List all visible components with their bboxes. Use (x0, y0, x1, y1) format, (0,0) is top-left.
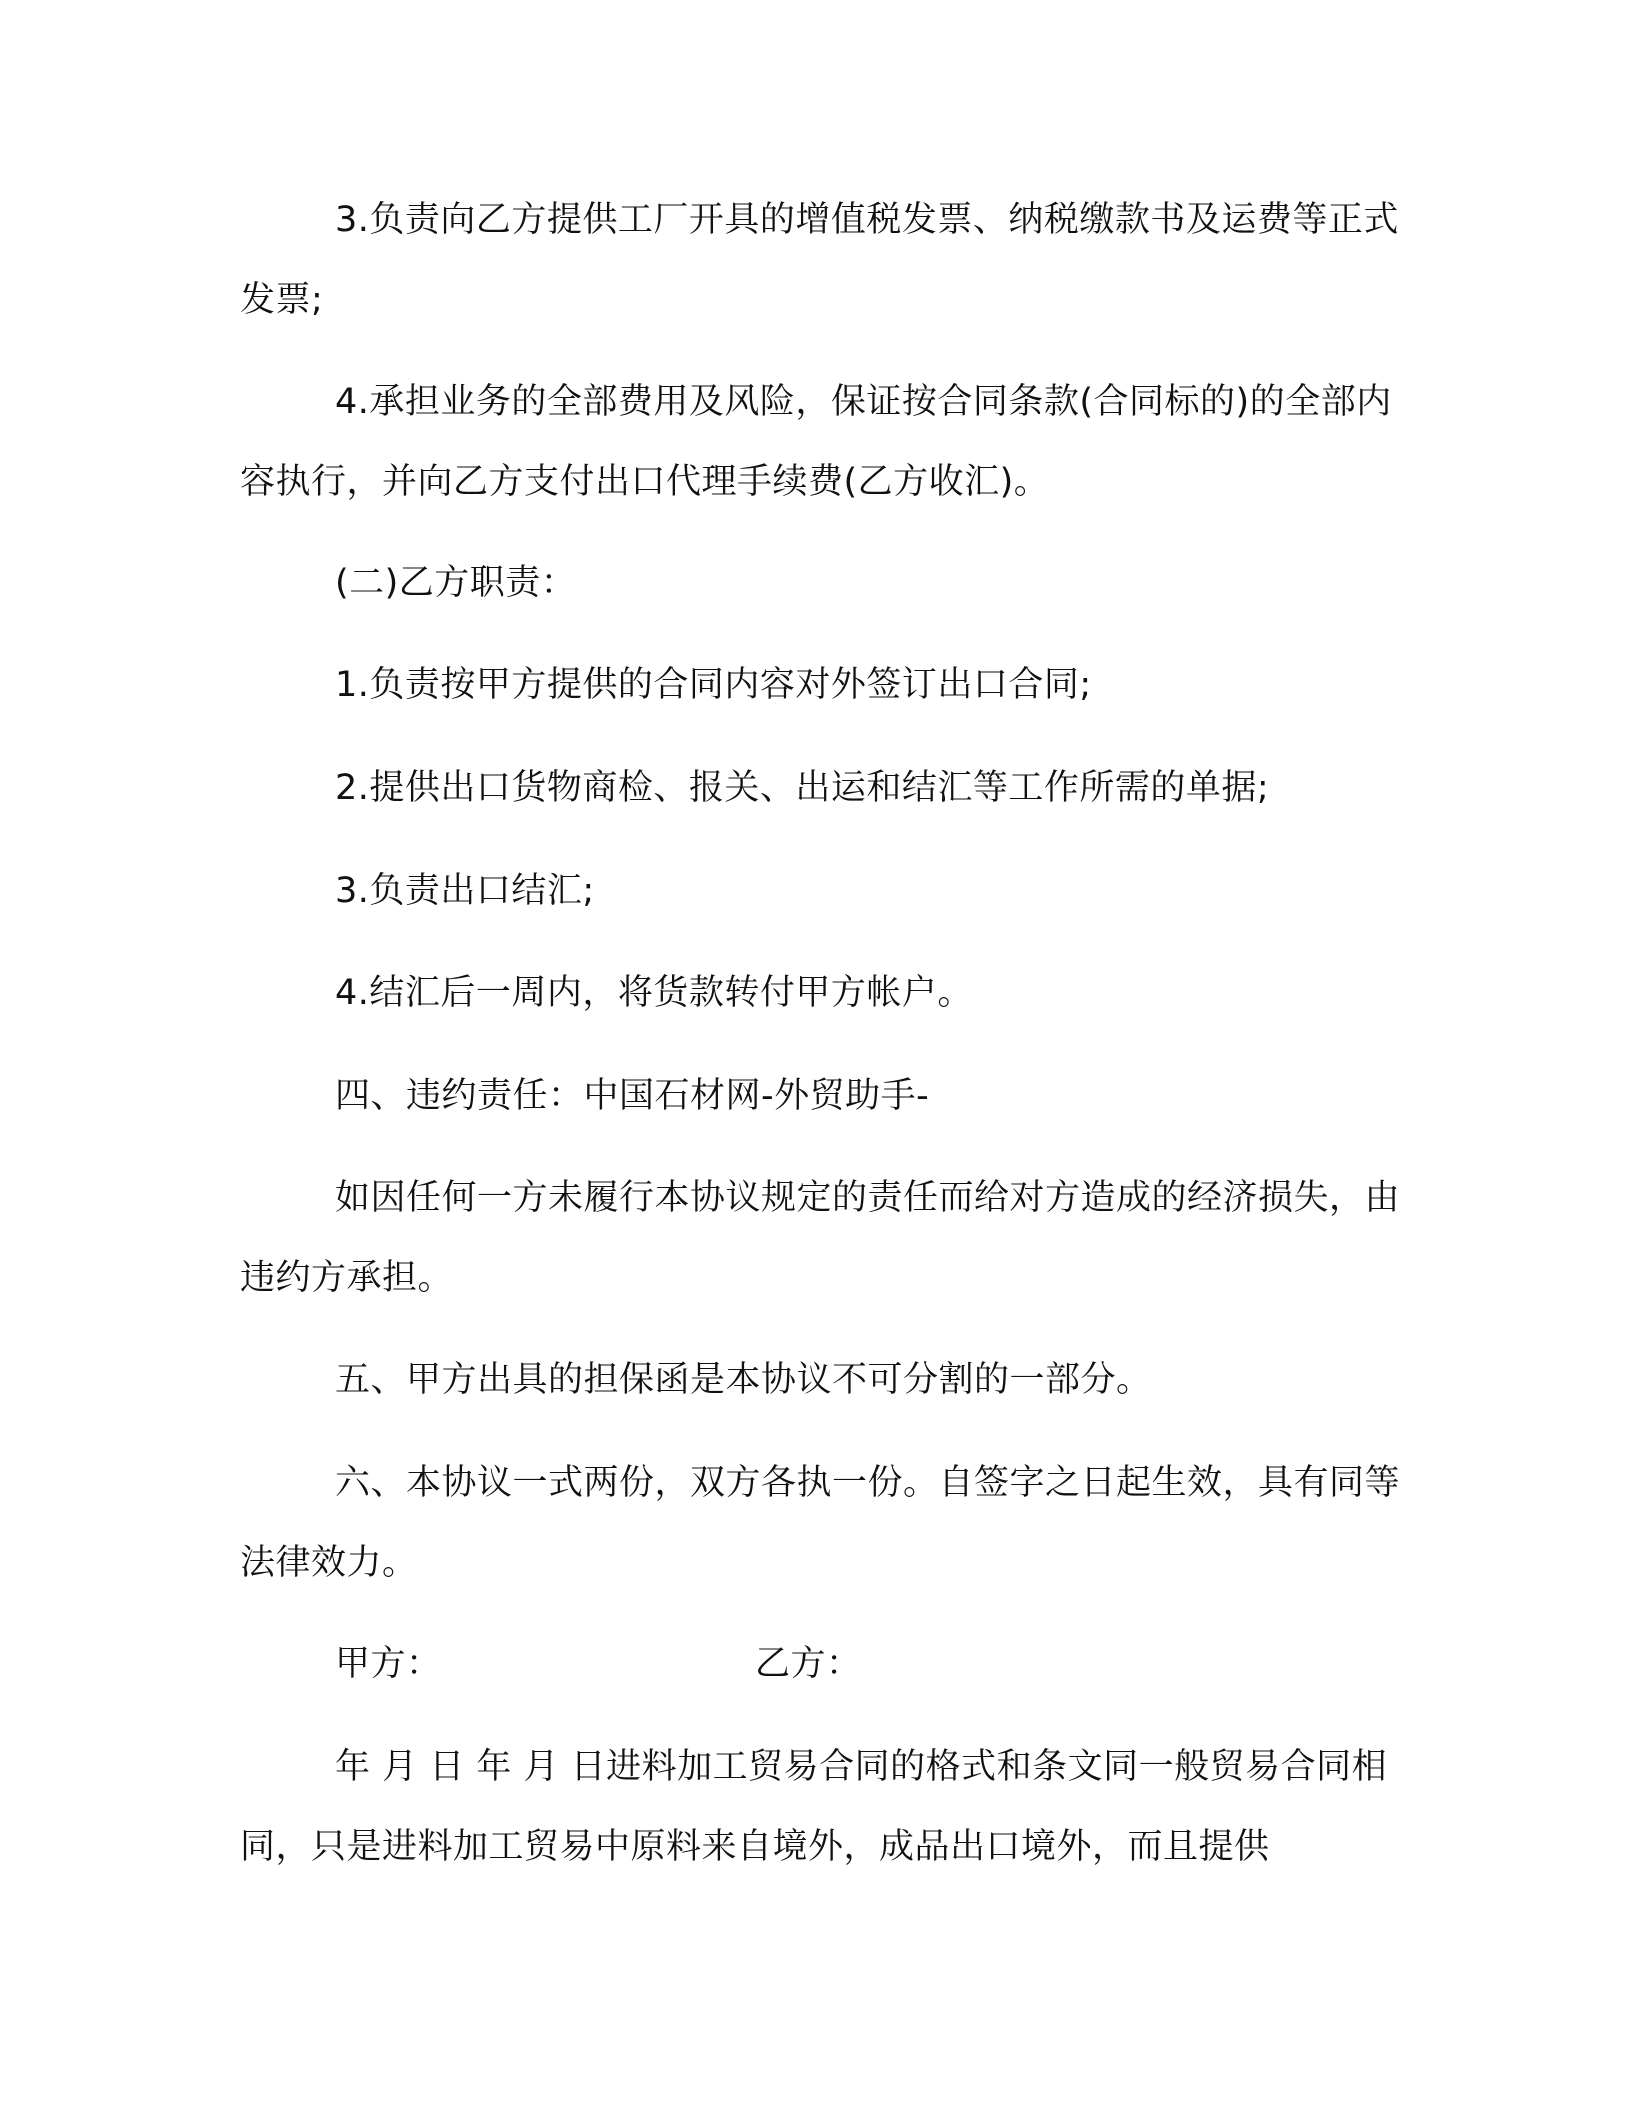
paragraph-party-b-heading: (二)乙方职责： (335, 563, 577, 603)
party-b-label: 乙方： (755, 1644, 862, 1684)
paragraph-provide-documents: 2.提供出口货物商检、报关、出运和结汇等工作所需的单据; (335, 768, 1270, 808)
signature-row (335, 1624, 1335, 1704)
party-a-label: 甲方： (335, 1644, 442, 1684)
paragraph-transfer-payment: 4.结汇后一周内，将货款转付甲方帐户。 (335, 973, 973, 1013)
paragraph-guarantee-letter: 五、甲方出具的担保函是本协议不可分割的一部分。 (335, 1360, 1152, 1400)
paragraph-export-settlement: 3.负责出口结汇; (335, 871, 595, 911)
paragraph-costs-risks: 4.承担业务的全部费用及风险，保证按合同条款(合同标的)的全部内容执行，并向乙方支付出口代理手续费(乙方收汇)。 (240, 382, 1392, 502)
paragraph-processing-trade: 年 月 日 年 月 日进料加工贸易合同的格式和条文同一般贸易合同相同，只是进料加工贸易中原料来自境外，成品出口境外，而且提供 (240, 1747, 1388, 1867)
paragraph-breach-heading: 四、违约责任：中国石材网-外贸助手- (335, 1076, 930, 1116)
paragraph-breach-liability: 如因任何一方未履行本协议规定的责任而给对方造成的经济损失，由违约方承担。 (240, 1178, 1401, 1298)
paragraph-copies-effective: 六、本协议一式两份，双方各执一份。自签字之日起生效，具有同等法律效力。 (240, 1463, 1401, 1583)
paragraph-sign-contract: 1.负责按甲方提供的合同内容对外签订出口合同; (335, 665, 1092, 705)
paragraph-invoice-duty: 3.负责向乙方提供工厂开具的增值税发票、纳税缴款书及运费等正式发票; (240, 200, 1399, 320)
